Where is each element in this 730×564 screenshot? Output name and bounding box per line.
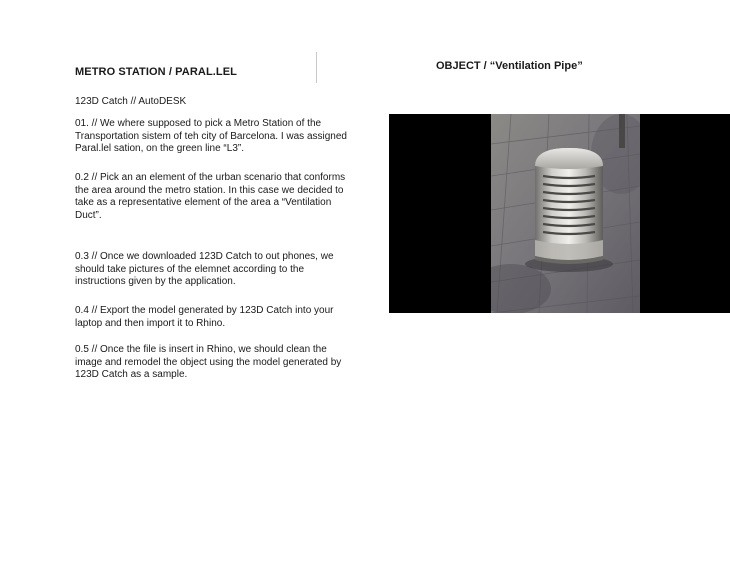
photo-frame <box>389 114 730 313</box>
step-paragraph-4: 0.4 // Export the model generated by 123D Catch into your laptop and then import it to Rhino. <box>75 305 334 329</box>
object-title: OBJECT / “Ventilation Pipe” <box>436 60 583 72</box>
step-paragraph-5: 0.5 // Once the file is insert in Rhino, we should clean the image and remodel the object using the model generated by 123D Catch as a sample. <box>75 344 342 380</box>
step-paragraph-1: 01. // We where supposed to pick a Metro Station of the Transportation sistem of teh city of Barcelona. I was assigned Paral.lel sation, on the green line “L3”. <box>75 118 347 154</box>
step-paragraph-3: 0.3 // Once we downloaded 123D Catch to out phones, we should take pictures of the elemnet according to the instructions given by the application. <box>75 251 334 287</box>
step-paragraph-2: 0.2 // Pick an an element of the urban scenario that conforms the area around the metro station. In this case we decided to take as a representative element of the area a “Ventilation Duct”. <box>75 172 346 221</box>
ventilation-pipe-photo <box>491 114 640 313</box>
software-subtitle: 123D Catch // AutoDESK <box>75 96 187 107</box>
column-divider <box>316 52 317 83</box>
page-title: METRO STATION / PARAL.LEL <box>75 66 237 78</box>
